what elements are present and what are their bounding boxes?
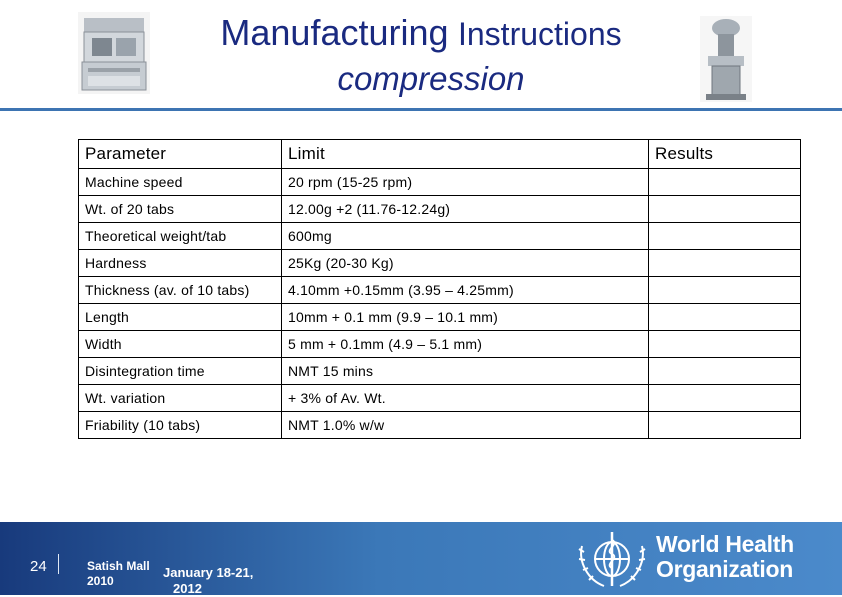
date-line-1: January 18-21, — [163, 565, 254, 580]
title-word-manufacturing: Manufacturing — [220, 12, 449, 53]
row-limit: 20 rpm (15-25 rpm) — [282, 169, 649, 196]
page-title — [0, 12, 842, 54]
row-parameter: Machine speed — [79, 169, 282, 196]
row-parameter: Friability (10 tabs) — [79, 412, 282, 439]
who-name-line-1: World Health — [656, 531, 794, 557]
footer-bar — [0, 522, 842, 595]
table-row — [79, 331, 801, 358]
parameters-table — [78, 139, 801, 439]
row-result — [649, 169, 801, 196]
table-row — [79, 223, 801, 250]
table-row — [79, 169, 801, 196]
row-limit: 10mm + 0.1 mm (9.9 – 10.1 mm) — [282, 304, 649, 331]
table-row — [79, 250, 801, 277]
table-row — [79, 358, 801, 385]
row-parameter: Wt. of 20 tabs — [79, 196, 282, 223]
date-line-2: 2012 — [173, 581, 202, 596]
table-row — [79, 304, 801, 331]
row-limit: NMT 1.0% w/w — [282, 412, 649, 439]
page-subtitle: compression — [337, 60, 525, 97]
table-row — [79, 196, 801, 223]
row-limit: + 3% of Av. Wt. — [282, 385, 649, 412]
table-row — [79, 277, 801, 304]
who-name-line-2: Organization — [656, 556, 793, 582]
row-result — [649, 304, 801, 331]
presentation-date — [163, 565, 273, 597]
header-limit: Limit — [282, 140, 649, 169]
row-limit: 12.00g +2 (11.76-12.24g) — [282, 196, 649, 223]
row-parameter: Thickness (av. of 10 tabs) — [79, 277, 282, 304]
header-results: Results — [649, 140, 801, 169]
title-divider — [0, 108, 842, 111]
row-parameter: Wt. variation — [79, 385, 282, 412]
row-parameter: Width — [79, 331, 282, 358]
table-row — [79, 385, 801, 412]
row-result — [649, 331, 801, 358]
who-emblem-icon — [574, 528, 650, 590]
row-limit: 4.10mm +0.15mm (3.95 – 4.25mm) — [282, 277, 649, 304]
row-parameter: Disintegration time — [79, 358, 282, 385]
table-row — [79, 412, 801, 439]
row-parameter: Theoretical weight/tab — [79, 223, 282, 250]
row-parameter: Hardness — [79, 250, 282, 277]
row-result — [649, 223, 801, 250]
row-limit: 600mg — [282, 223, 649, 250]
header-parameter: Parameter — [79, 140, 282, 169]
row-result — [649, 358, 801, 385]
row-limit: 25Kg (20-30 Kg) — [282, 250, 649, 277]
presenter-year: 2010 — [87, 574, 114, 588]
row-limit: 5 mm + 0.1mm (4.9 – 5.1 mm) — [282, 331, 649, 358]
row-parameter: Length — [79, 304, 282, 331]
who-organization-name — [656, 532, 794, 582]
row-result — [649, 277, 801, 304]
presenter-name: Satish Mall — [87, 559, 150, 573]
row-result — [649, 250, 801, 277]
row-result — [649, 385, 801, 412]
row-result — [649, 196, 801, 223]
page-number-separator — [58, 554, 59, 574]
row-limit: NMT 15 mins — [282, 358, 649, 385]
presenter-info — [87, 559, 167, 589]
page-number: 24 — [30, 558, 47, 575]
title-word-instructions: Instructions — [457, 16, 622, 52]
row-result — [649, 412, 801, 439]
table-header-row — [79, 140, 801, 169]
